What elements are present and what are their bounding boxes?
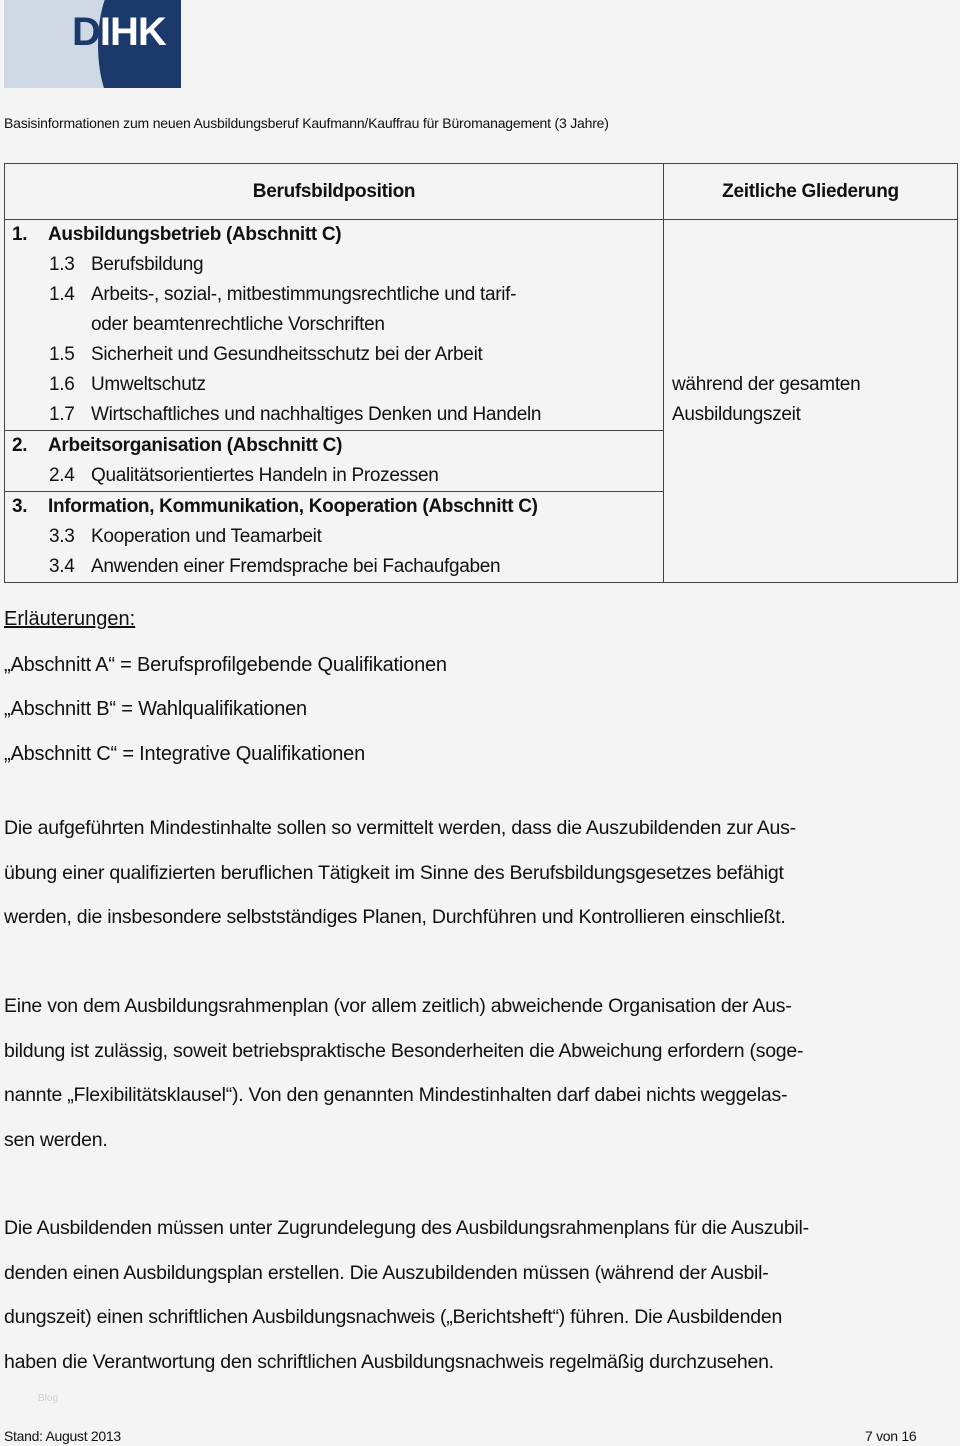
zeitliche-gliederung-cell: während der gesamten Ausbildungszeit (664, 220, 958, 583)
watermark: Blog (38, 1393, 59, 1404)
paragraph-mindestinhalte: Die aufgeführten Mindestinhalte sollen so vermittelt werden, dass die Auszubildenden zur Aus- übung einer qualifizierten beruflichen Tätigkeit im Sinne des Berufsbildungsgesetzes befähigt werden, die insbesondere selbstständiges Planen, Durchführen und Kontrollieren einschließt. (4, 817, 796, 928)
section-1: 1. Ausbildungsbetrieb (Abschnitt C) 1.3 Berufsbildung 1.4 Arbeits-, sozial-, mitbestimmungsrechtliche und tarif- oder beamtenrechtliche Vorschriften 1.5 Sicherheit und Gesundheitsschutz bei der Arbeit 1.6 Umweltschutz 1.7 Wirtschaftliches und nachhaltiges Denken und Handeln (5, 220, 664, 431)
definition-a: „Abschnitt A“ = Berufsprofilgebende Qualifikationen (4, 654, 447, 676)
paragraph-flexibilitaetsklausel: Eine von dem Ausbildungsrahmenplan (vor allem zeitlich) abweichende Organisation der Aus- bildung ist zulässig, soweit betriebspraktische Besonderheiten die Abweichung erfordern (soge- nannte „Flexibilitätsklausel“). Von den genannten Mindestinhalten darf dabei nichts weggelas- sen werden. (4, 995, 804, 1151)
definition-b: „Abschnitt B“ = Wahlqualifikationen (4, 698, 307, 720)
curriculum-table (4, 163, 958, 583)
section-2: 2. Arbeitsorganisation (Abschnitt C) 2.4 Qualitätsorientiertes Handeln in Prozessen (5, 431, 664, 492)
definition-c: „Abschnitt C“ = Integrative Qualifikationen (4, 743, 366, 765)
dihk-logo: DIHK (4, 0, 181, 88)
header-zeitliche-gliederung: Zeitliche Gliederung (664, 164, 958, 220)
erlaeuterungen-heading: Erläuterungen: (4, 608, 136, 630)
document-subtitle: Basisinformationen zum neuen Ausbildungsberuf Kaufmann/Kauffrau für Büromanagement (3 Jahre) (4, 115, 609, 131)
footer-date: Stand: August 2013 (4, 1428, 121, 1444)
header-berufsbildposition: Berufsbildposition (5, 164, 664, 220)
footer-page-number: 7 von 16 (865, 1428, 917, 1444)
section-3: 3. Information, Kommunikation, Kooperation (Abschnitt C) 3.3 Kooperation und Teamarbeit 3.4 Anwenden einer Fremdsprache bei Fachaufgaben (5, 492, 664, 583)
paragraph-ausbildungsplan: Die Ausbildenden müssen unter Zugrundelegung des Ausbildungsrahmenplans für die Auszubil- denden einen Ausbildungsplan erstellen. Die Auszubildenden müssen (während der Ausbil- dungszeit) einen schriftlichen Ausbildungsnachweis („Berichtsheft“) führen. Die Ausbildenden haben die Verantwortung den schriftlichen Ausbildungsnachweis regelmäßig durchzusehen. (4, 1217, 809, 1373)
